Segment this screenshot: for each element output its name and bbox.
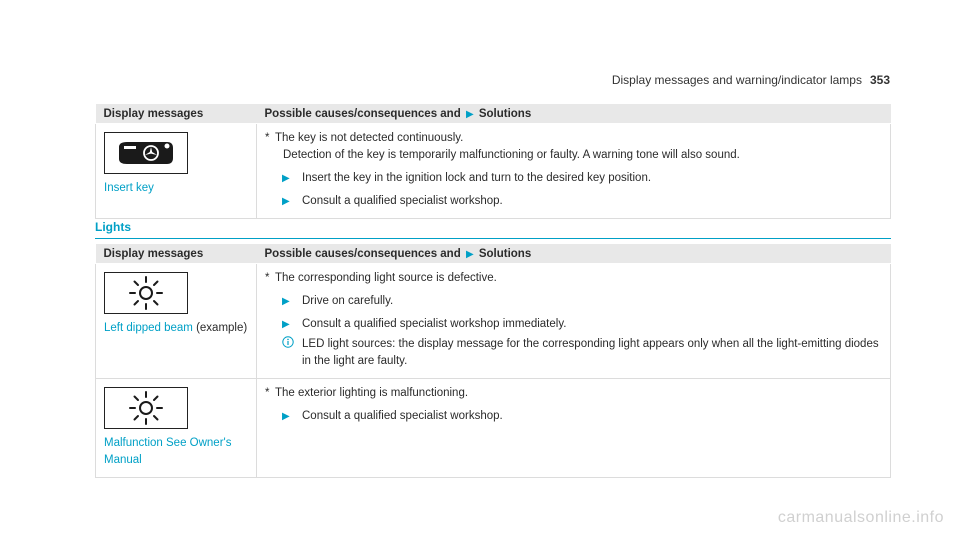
message-cell — [96, 264, 257, 379]
bulb-icon — [104, 387, 188, 429]
play-arrow-icon: ▶ — [282, 196, 290, 207]
col-header-text: Possible causes/consequences and — [264, 107, 461, 120]
solution-text: Insert the key in the ignition lock and turn to the desired key position. — [302, 172, 652, 184]
cause-line: The exterior lighting is malfunctioning. — [275, 387, 469, 399]
col-causes-solutions — [257, 104, 891, 124]
solution-text: Consult a qualified specialist workshop. — [302, 410, 503, 422]
cause-line-1: The key is not detected continuously. — [275, 132, 464, 144]
key-messages-table — [95, 104, 891, 219]
table-row — [96, 124, 891, 219]
message-cell — [96, 124, 257, 219]
solution-item — [265, 170, 882, 187]
solution-text: Consult a qualified specialist workshop immediately. — [302, 318, 567, 330]
message-text: Malfunction See Owner's Manual — [104, 437, 232, 466]
col-header-text: Possible causes/consequences and — [264, 247, 461, 260]
col-causes-solutions — [257, 244, 891, 264]
section-title-lights: Lights — [95, 220, 891, 239]
message-suffix: (example) — [196, 322, 248, 334]
table-row — [96, 264, 891, 379]
table-header-row — [96, 104, 891, 124]
info-icon — [282, 336, 302, 370]
col-display-messages: Display messages — [96, 244, 257, 264]
solution-item — [265, 408, 882, 425]
causes-cell: * The corresponding light source is defective. ▶ Drive on carefully. ▶ Consult a qualified specialist workshop immediately. LED light sources: the display message for the corresponding light appears only when all the light-emitting diodes in the light are faulty. — [257, 264, 891, 379]
header-title: Display messages and warning/indicator lamps — [611, 73, 862, 87]
table-header-row — [96, 244, 891, 264]
causes-cell: * The exterior lighting is malfunctioning. ▶ Consult a qualified specialist workshop. — [257, 379, 891, 478]
key-fob-icon — [104, 132, 188, 174]
message-cell — [96, 379, 257, 478]
solution-text: Consult a qualified specialist workshop. — [302, 195, 503, 207]
info-text: LED light sources: the display message for the corresponding light appears only when all the light-emitting diodes in the light are faulty. — [302, 338, 879, 367]
col-display-messages: Display messages — [96, 104, 257, 124]
info-note — [265, 336, 882, 370]
solution-item — [265, 193, 882, 210]
message-text: Insert key — [104, 182, 154, 194]
watermark: carmanualsonline.info — [777, 509, 944, 526]
message-text: Left dipped beam — [104, 322, 193, 334]
col-header-solutions: Solutions — [478, 107, 532, 120]
solution-item — [265, 316, 882, 333]
play-arrow-icon: ▶ — [282, 411, 290, 422]
page-header — [612, 73, 890, 87]
solution-item — [265, 293, 882, 310]
cause-line: The corresponding light source is defective. — [275, 272, 497, 284]
play-arrow-icon: ▶ — [282, 173, 290, 184]
page-number: 353 — [869, 73, 890, 87]
play-arrow-icon: ▶ — [465, 248, 474, 260]
lights-messages-table — [95, 244, 891, 478]
bulb-icon — [104, 272, 188, 314]
table-row — [96, 379, 891, 478]
play-arrow-icon: ▶ — [282, 296, 290, 307]
solution-text: Drive on carefully. — [302, 295, 394, 307]
cause-line-2: Detection of the key is temporarily malfunctioning or faulty. A warning tone will also sound. — [283, 149, 740, 161]
play-arrow-icon: ▶ — [465, 108, 474, 120]
play-arrow-icon: ▶ — [282, 319, 290, 330]
causes-cell: * The key is not detected continuously. Detection of the key is temporarily malfunctioning or faulty. A warning tone will also sound. ▶ Insert the key in the ignition lock and turn to the desired key position. ▶ Consult a qualified specialist workshop. — [257, 124, 891, 219]
col-header-solutions: Solutions — [478, 247, 532, 260]
